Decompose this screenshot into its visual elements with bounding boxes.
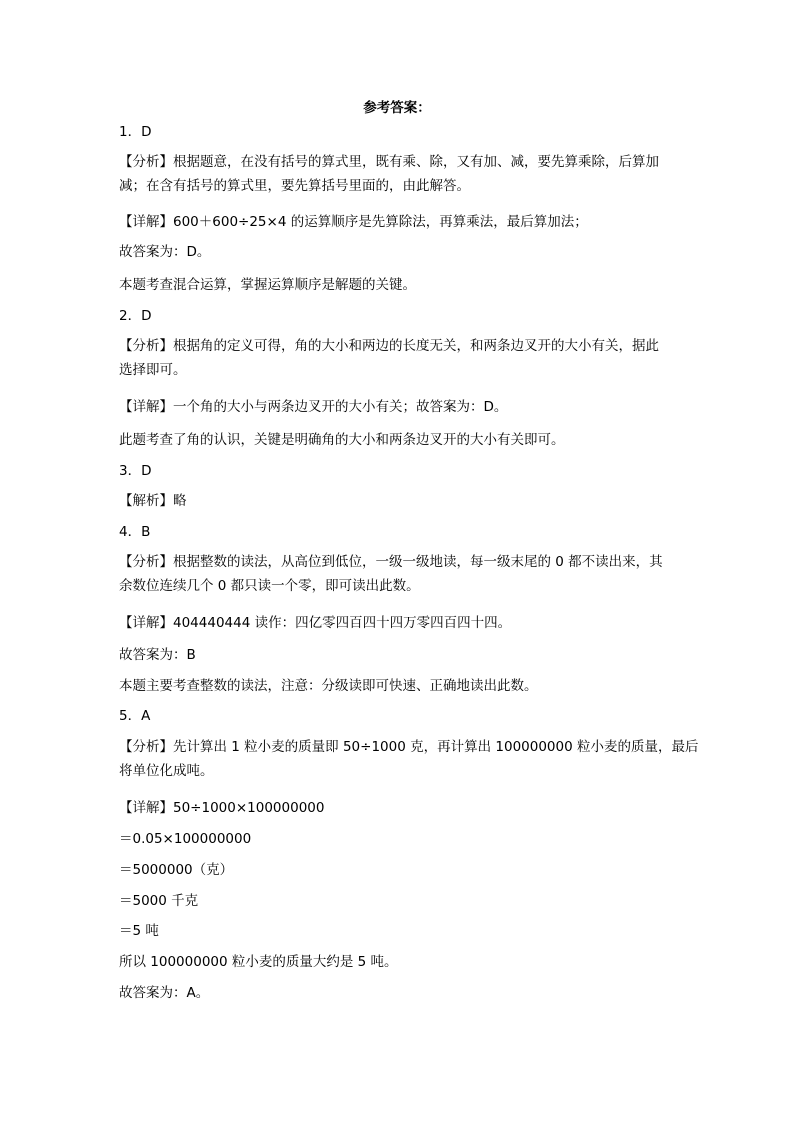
text-line: 【解析】略 — [119, 493, 187, 509]
text-line: 5．A — [119, 708, 151, 724]
text-line: ＝5000000（克） — [119, 862, 234, 878]
text-line: 故答案为：A。 — [119, 985, 210, 1001]
text-line: 【详解】600＋600÷25×4 的运算顺序是先算除法，再算乘法，最后算加法； — [119, 214, 588, 230]
text-line: 【分析】先计算出 1 粒小麦的质量即 50÷1000 克，再计算出 100000000 粒小麦的质量，最后 — [119, 739, 699, 755]
text-line: 余数位连续几个 0 都只读一个零，即可读出此数。 — [119, 578, 420, 594]
text-line: 3．D — [119, 463, 152, 479]
text-line: 将单位化成吨。 — [119, 763, 214, 779]
text-line: ＝0.05×100000000 — [119, 831, 252, 847]
text-line: 所以 100000000 粒小麦的质量大约是 5 吨。 — [119, 954, 398, 970]
text-line: 1．D — [119, 124, 152, 140]
text-line: 【分析】根据角的定义可得，角的大小和两边的长度无关，和两条边叉开的大小有关，据此 — [119, 338, 659, 354]
text-line: 选择即可。 — [119, 362, 187, 378]
text-line: 此题考查了角的认识，关键是明确角的大小和两条边叉开的大小有关即可。 — [119, 432, 565, 448]
text-line: 故答案为：B — [119, 647, 196, 663]
text-line: 本题主要考查整数的读法，注意：分级读即可快速、正确地读出此数。 — [119, 678, 538, 694]
page-title: 参考答案： — [363, 100, 431, 116]
text-line: 【详解】50÷1000×100000000 — [119, 800, 325, 816]
text-line: 【详解】一个角的大小与两条边叉开的大小有关；故答案为：D。 — [119, 399, 508, 415]
text-line: 4．B — [119, 524, 151, 540]
text-line: 【详解】404440444 读作：四亿零四百四十四万零四百四十四。 — [119, 615, 512, 631]
text-line: ＝5 吨 — [119, 923, 159, 939]
text-line: 【分析】根据整数的读法，从高位到低位，一级一级地读，每一级末尾的 0 都不读出来，其 — [119, 554, 663, 570]
text-line: 【分析】根据题意，在没有括号的算式里，既有乘、除，又有加、减，要先算乘除，后算加 — [119, 154, 659, 170]
text-line: 减；在含有括号的算式里，要先算括号里面的，由此解答。 — [119, 178, 470, 194]
text-line: 本题考查混合运算，掌握运算顺序是解题的关键。 — [119, 277, 416, 293]
text-line: 故答案为：D。 — [119, 244, 211, 260]
text-line: ＝5000 千克 — [119, 893, 199, 909]
text-line: 2．D — [119, 308, 152, 324]
